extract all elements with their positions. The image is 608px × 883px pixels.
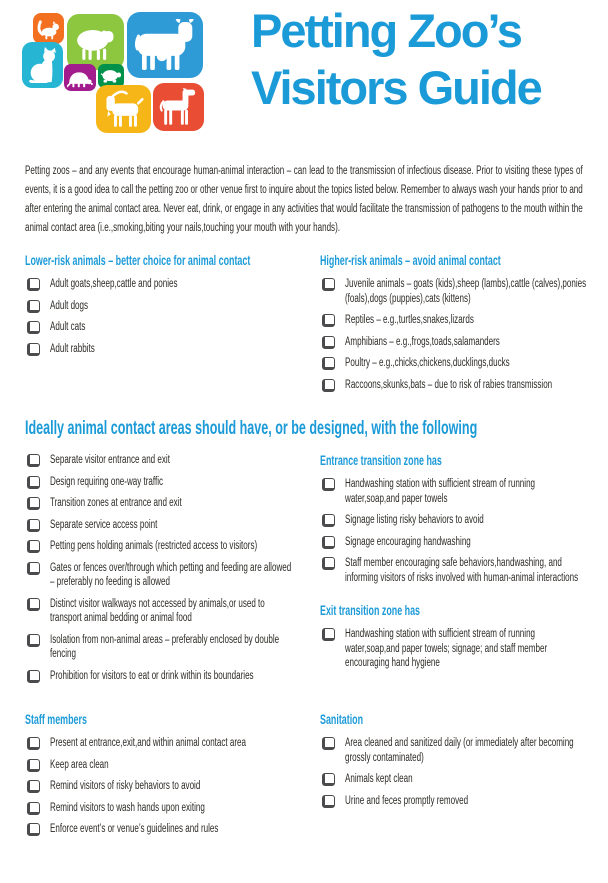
checklist-item [25,779,297,794]
checkbox[interactable] [27,670,40,683]
checklist-item-label: Adult cats [50,321,86,333]
checklist-item [25,633,297,662]
page-title-line1: Petting Zoo’s [251,4,521,57]
checkbox[interactable] [27,823,40,836]
checklist-item-label: Gates or fences over/through which petting and feeding are allowed – preferably no feeding is allowed [50,561,292,588]
checklist-item-label: Prohibition for visitors to eat or drink within its boundaries [50,669,254,682]
contact-area-column [25,453,297,690]
checklist-item [320,277,588,306]
logo-tile-dog [153,83,204,131]
checkbox[interactable] [322,795,335,808]
checkbox[interactable] [27,634,40,647]
checklist-item-label: Remind visitors of risky behaviors to avoid [50,780,201,792]
checklist-item-label: Adult rabbits [50,342,95,355]
checklist-item [320,513,588,528]
checklist-item [320,335,588,350]
exit-zone-checklist [320,627,588,671]
checklist-item [25,518,297,533]
checklist-item-label: Animals kept clean [345,773,413,785]
logo-tile-goat [96,85,151,133]
checklist-item [25,801,297,816]
checklist-item-label: Area cleaned and sanitized daily (or immediately after becoming grossly contaminated) [345,737,574,764]
logo-tile-armadillo [64,64,96,91]
checkbox[interactable] [322,536,335,549]
checkbox[interactable] [27,759,40,772]
checklist-item [25,758,297,773]
checklist-item-label: Signage encouraging handwashing [345,535,471,548]
checklist-item-label: Adult dogs [50,299,89,312]
checkbox[interactable] [27,278,40,291]
checklist-item-label: Transition zones at entrance and exit [50,497,182,509]
cat-icon [26,47,59,84]
contact-area-checklist [25,453,297,683]
goat-icon [102,90,146,128]
checkbox[interactable] [322,773,335,786]
higher-risk-checklist [320,277,588,392]
armadillo-icon [67,67,93,89]
higher-risk-column [320,253,588,399]
checkbox[interactable] [27,737,40,750]
cow-icon [135,19,196,72]
checklist-item [25,597,297,626]
exit-zone-heading: Exit transition zone has [320,603,421,618]
checkbox[interactable] [27,519,40,532]
staff-checklist [25,736,297,837]
checklist-item-label: Amphibians – e.g.,frogs,toads,salamanders [345,335,500,348]
header [0,0,608,150]
checklist-item [25,736,297,751]
checklist-item [320,794,588,809]
checklist-item-label: Urine and feces promptly removed [345,794,469,807]
lower-risk-heading: Lower-risk animals – better choice for animal contact [25,253,251,268]
checklist-item-label: Petting pens holding animals (restricted access to visitors) [50,540,258,552]
dog-icon [158,88,199,126]
checklist-item [25,453,297,468]
checkbox[interactable] [322,628,335,641]
checkbox[interactable] [322,357,335,370]
checklist-item [25,669,297,684]
lower-risk-checklist [25,277,297,356]
logo-tile-sheep [67,14,124,70]
checkbox[interactable] [322,557,335,570]
checklist-item [25,539,297,554]
checklist-item-label: Staff member encouraging safe behaviors,handwashing, and informing visitors of risks involved with human-animal interactions [345,557,579,584]
page-title [251,2,541,116]
checklist-item [320,378,588,393]
checklist-item-label: Poultry – e.g.,chicks,chickens,ducklings,ducks [345,357,510,369]
checklist-item-label: Separate service access point [50,518,158,531]
higher-risk-heading: Higher-risk animals – avoid animal contact [320,253,501,268]
entrance-zone-heading: Entrance transition zone has [320,453,442,468]
risk-section [0,253,608,399]
logo-tile-cow [127,12,203,78]
checklist-item [25,561,297,590]
checkbox[interactable] [322,314,335,327]
checklist-item-label: Adult goats,sheep,cattle and ponies [50,278,178,290]
checkbox[interactable] [27,476,40,489]
checkbox[interactable] [27,454,40,467]
checklist-item [25,299,297,314]
checklist-item [320,356,588,371]
checklist-item [25,496,297,511]
checklist-item [320,627,588,671]
checklist-item-label: Isolation from non-animal areas – preferably enclosed by double fencing [50,633,280,660]
sanitation-column [320,712,588,844]
checklist-item [320,556,588,585]
checklist-item-label: Reptiles – e.g.,turtles,snakes,lizards [345,314,474,326]
transition-zones-column [320,453,588,690]
logo-tile-cat [22,42,63,88]
entrance-zone-checklist [320,477,588,585]
checklist-item [25,475,297,490]
turtle-icon [101,66,122,85]
checkbox[interactable] [27,598,40,611]
checklist-item-label: Keep area clean [50,758,109,771]
checkbox[interactable] [322,336,335,349]
checklist-item-label: Separate visitor entrance and exit [50,454,170,466]
checklist-item [25,342,297,357]
checkbox[interactable] [27,321,40,334]
animal-tiles-logo [0,0,215,145]
staff-sanitation-section [0,712,608,844]
design-section [0,453,608,690]
checklist-item [320,313,588,328]
logo-tile-lemur [33,13,64,44]
checkbox[interactable] [27,497,40,510]
checklist-item [320,535,588,550]
checklist-item [25,320,297,335]
intro-paragraph: Petting zoos – and any events that encourage human-animal interaction – can lead to the transmission of infectious disease. Prior to visiting these types of events, it is a good idea to call the petting zoo or other venue first to inquire about the topics listed below. Remember to always wash your hands prior to and after entering the animal contact area. Never eat, drink, or engage in any activities that would facilitate the transmission of pathogens to the mouth within the animal contact area (i.e.,smoking,biting your nails,touching your mouth with your hands). [25,165,583,234]
checklist-item [320,477,588,506]
sanitation-checklist [320,736,588,808]
checkbox[interactable] [27,562,40,575]
checklist-item-label: Design requiring one-way traffic [50,475,164,488]
checklist-item-label: Remind visitors to wash hands upon exiting [50,801,205,814]
checklist-item-label: Raccoons,skunks,bats – due to risk of rabies transmission [345,378,553,391]
checkbox[interactable] [27,802,40,815]
lower-risk-column [25,253,297,399]
checklist-item [25,277,297,292]
checklist-item [320,736,588,765]
checklist-item-label: Juvenile animals – goats (kids),sheep (lambs),cattle (calves),ponies (foals),dogs (puppies),cats (kittens) [345,278,587,305]
staff-heading: Staff members [25,712,87,727]
checkbox[interactable] [27,540,40,553]
checklist-item [25,822,297,837]
checklist-item-label: Distinct visitor walkways not accessed by animals,or used to transport animal bedding or animal food [50,597,265,624]
checklist-item-label: Present at entrance,exit,and within animal contact area [50,737,246,749]
checklist-item-label: Signage listing risky behaviors to avoid [345,514,484,526]
checkbox[interactable] [322,478,335,491]
checkbox[interactable] [27,300,40,313]
checkbox[interactable] [27,780,40,793]
checkbox[interactable] [322,737,335,750]
checkbox[interactable] [322,514,335,527]
staff-column [25,712,297,844]
design-section-heading: Ideally animal contact areas should have, or be designed, with the following [25,418,478,439]
checklist-item-label: Enforce event’s or venue’s guidelines and rules [50,823,219,835]
checklist-item-label: Handwashing station with sufficient stream of running water,soap,and paper towels; signage; and staff member encouraging hand hygiene [345,628,548,669]
checkbox[interactable] [322,278,335,291]
checkbox[interactable] [322,379,335,392]
checkbox[interactable] [27,343,40,356]
checklist-item [320,772,588,787]
checklist-item-label: Handwashing station with sufficient stream of running water,soap,and paper towels [345,478,536,505]
page-title-line2: Visitors Guide [251,61,541,114]
sanitation-heading: Sanitation [320,712,364,727]
sheep-icon [73,20,119,65]
lemur-icon [36,16,61,41]
